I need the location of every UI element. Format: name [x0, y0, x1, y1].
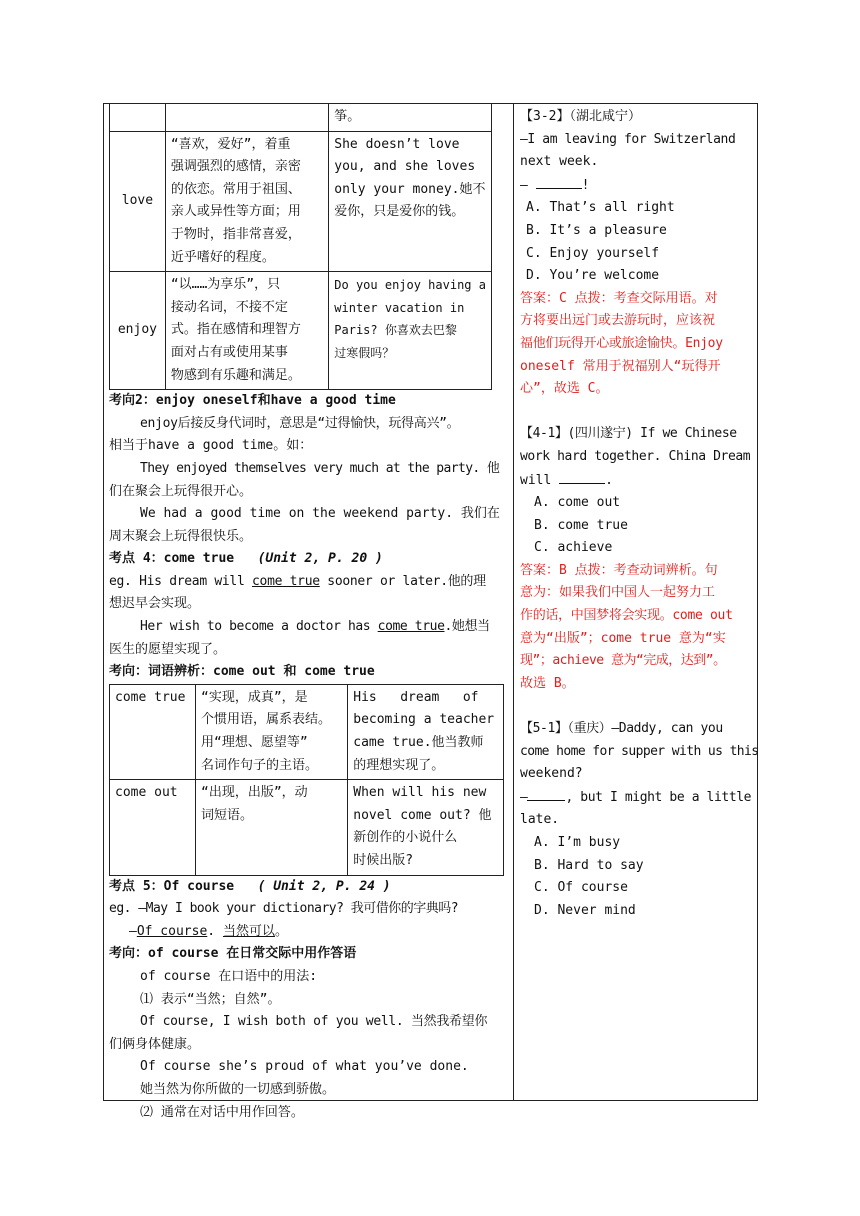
answer-explanation: oneself 常用于祝福别人“玩得开 [520, 358, 721, 374]
option: A. I’m busy [534, 835, 621, 850]
example-translation: 想迟早会实现。 [109, 596, 201, 612]
answer-explanation: 心”，故选 C。 [520, 381, 609, 397]
unit-reference: (Unit 2, P. 20 ) [257, 551, 383, 567]
table-cell-example: She doesn’t love you, and she loves only your money.她不 爱你，只是爱你的钱。 [329, 131, 492, 272]
option: C. achieve [534, 540, 613, 556]
sub-heading: 考向：词语辨析：come out 和 come true [109, 664, 375, 680]
example-answer: —Of course. 当然可以。 [129, 923, 288, 939]
question-line: weekend? [520, 766, 583, 782]
example-sentence: Of course, I wish both of you well. 当然我希望你 [140, 1014, 488, 1030]
example-translation: 们在聚会上玩得很开心。 [109, 483, 253, 499]
example-sentence: eg. His dream will come true sooner or later.他的理 [109, 573, 486, 589]
question-line: —I am leaving for Switzerland [520, 131, 736, 147]
table-cell-example: When will his new novel come out? 他 新创作的小说什么 时候出版? [348, 780, 504, 875]
answer-explanation: 作的话，中国梦将会实现。come out [520, 608, 733, 624]
question-line: next week. [520, 154, 599, 170]
option: D. You’re welcome [526, 268, 660, 284]
question-blank-line: — ! [520, 174, 752, 198]
option: C. Enjoy yourself [526, 245, 660, 261]
option: C. Of course [534, 880, 628, 896]
comparison-table-love-enjoy [109, 103, 492, 390]
table-row [110, 131, 492, 272]
paragraph: of course 在口语中的用法: [140, 968, 318, 984]
option: D. Never mind [534, 902, 636, 918]
answer-explanation: 答案：C 点拨：考查交际用语。对 [520, 290, 718, 306]
list-item: ⑵ 通常在对话中用作回答。 [140, 1104, 304, 1120]
table-cell-meaning: “出现，出版”，动 词短语。 [196, 780, 348, 875]
answer-explanation: 意为“出版”；come true 意为“实 [520, 630, 726, 646]
table-row [110, 272, 492, 390]
table-cell-word: love [110, 131, 166, 272]
example-translation: 们俩身体健康。 [109, 1036, 201, 1052]
sub-heading: 考向：of course 在日常交际中用作答语 [109, 946, 357, 962]
example-translation: 医生的愿望实现了。 [109, 641, 227, 657]
comparison-table-come-out-true [109, 684, 504, 876]
table-cell-example: Do you enjoy having a winter vacation in Paris? 你喜欢去巴黎 过寒假吗？ [329, 272, 492, 390]
question-header: 【4-1】(四川遂宁) If we Chinese [520, 426, 737, 442]
example-sentence: eg. —May I book your dictionary? 我可借你的字典吗? [109, 901, 459, 917]
question-header: 【5-1】（重庆）—Daddy, can you [520, 721, 723, 737]
option: B. It’s a pleasure [526, 222, 667, 238]
question-line: work hard together. China Dream [520, 448, 751, 464]
paragraph: enjoy后接反身代词时，意思是“过得愉快，玩得高兴”。 [140, 415, 460, 431]
table-row [110, 104, 492, 132]
table-cell-word: come true [110, 684, 196, 779]
question-line: come home for supper with us this [520, 743, 759, 759]
answer-explanation: 福他们玩得开心或旅途愉快。Enjoy [520, 335, 723, 351]
example-sentence: Of course she’s proud of what you’ve done. [140, 1059, 469, 1075]
table-cell-meaning: “喜欢，爱好”，着重 强调强烈的感情，亲密 的依恋。常用于祖国、 亲人或异性等方面；用 于物时，指非常喜爱， 近乎嗜好的程度。 [165, 131, 328, 272]
answer-blank [527, 786, 565, 801]
section-heading-4: 考点 4：come true (Unit 2, P. 20 ) [109, 551, 383, 567]
table-row [110, 684, 504, 779]
section-heading-5: 考点 5：Of course ( Unit 2, P. 24 ) [109, 878, 391, 894]
list-item: ⑴ 表示“当然；自然”。 [140, 991, 281, 1007]
option: B. come true [534, 517, 628, 533]
example-translation: 她当然为你所做的一切感到骄傲。 [140, 1081, 336, 1097]
left-column [109, 103, 509, 1124]
option: B. Hard to say [534, 857, 644, 873]
answer-explanation: 答案：B 点拨：考查动词辨析。句 [520, 562, 718, 578]
option: A. That’s all right [526, 200, 675, 216]
example-sentence: They enjoyed themselves very much at the party. 他 [140, 460, 500, 476]
section-heading-2: 考向2：enjoy oneself和have a good time [109, 393, 396, 409]
table-cell: 筝。 [329, 104, 492, 132]
answer-blank [559, 469, 605, 484]
table-cell-example: His dream of becoming a teacher came true.他当教师 的理想实现了。 [348, 684, 504, 779]
column-divider [513, 103, 514, 1101]
table-cell-word: enjoy [110, 272, 166, 390]
question-blank-line: — , but I might be a little [520, 786, 752, 810]
option: A. come out [534, 495, 621, 511]
table-cell-word: come out [110, 780, 196, 875]
answer-explanation: 故选 B。 [520, 675, 575, 691]
answer-blank [536, 174, 582, 189]
question-header: 【3-2】（湖北咸宁） [520, 109, 641, 124]
example-translation: 周末聚会上玩得很快乐。 [109, 528, 253, 544]
unit-reference: ( Unit 2, P. 24 ) [257, 878, 391, 894]
answer-explanation: 方将要出远门或去游玩时，应该祝 [520, 313, 716, 329]
table-row [110, 780, 504, 875]
example-sentence: Her wish to become a doctor has come true.她想当 [140, 619, 490, 635]
answer-explanation: 现”；achieve 意为“完成，达到”。 [520, 653, 726, 669]
paragraph: 相当于have a good time。如： [109, 438, 313, 454]
example-sentence: We had a good time on the weekend party. 我们在 [140, 506, 500, 522]
answer-explanation: 意为：如果我们中国人一起努力工 [520, 585, 716, 601]
question-line: late. [520, 812, 560, 828]
question-blank-line: will . [520, 469, 752, 493]
table-cell-meaning: “以……为享乐”，只 接动名词，不接不定 式。指在感情和理智方 面对占有或使用某事 物感到有乐趣和满足。 [165, 272, 328, 390]
table-cell-meaning: “实现，成真”，是 个惯用语，属系表结。 用“理想、愿望等” 名词作句子的主语。 [196, 684, 348, 779]
right-column [520, 106, 759, 922]
